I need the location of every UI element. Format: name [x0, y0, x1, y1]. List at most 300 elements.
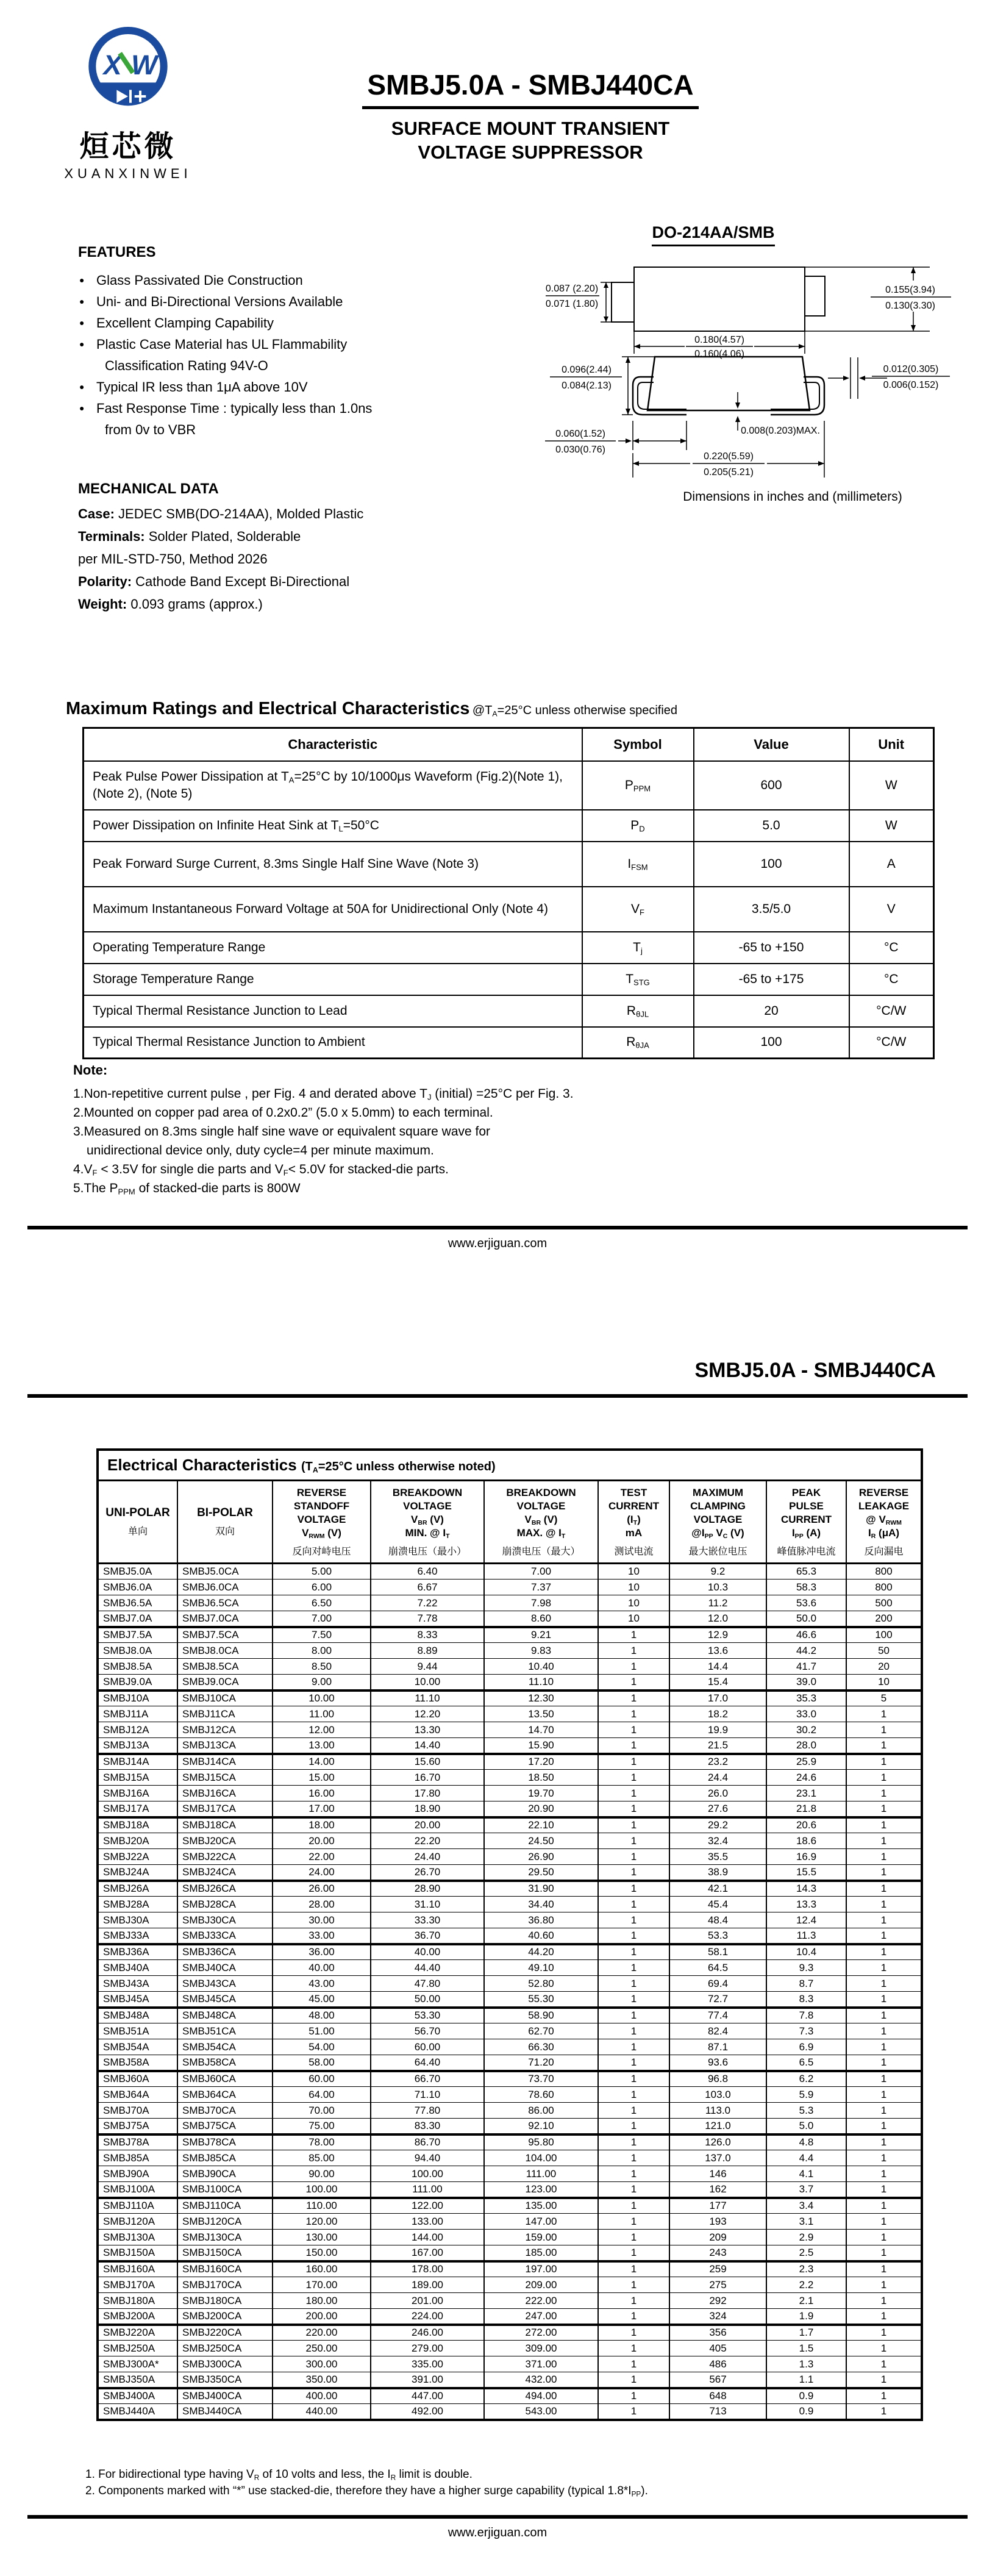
cell-vc: 77.4: [669, 2008, 766, 2023]
cell-vbr-max: 111.00: [484, 2166, 598, 2182]
cell-vrwm: 33.00: [273, 1928, 371, 1944]
cell-it: 1: [598, 1738, 669, 1754]
cell-ipp: 5.3: [766, 2103, 846, 2119]
part-row: [98, 2087, 922, 2103]
cell-vc: 259: [669, 2261, 766, 2277]
part-row: [98, 2055, 922, 2071]
cell-vbr-max: 11.10: [484, 1675, 598, 1690]
cell-uni-polar: SMBJ15A: [98, 1770, 177, 1786]
cell-it: 1: [598, 2245, 669, 2261]
cell-ir: 1: [846, 1722, 922, 1738]
cell-bi-polar: SMBJ110CA: [177, 2198, 273, 2214]
cell-vrwm: 18.00: [273, 1817, 371, 1833]
cell-vc: 12.9: [669, 1627, 766, 1643]
cell-it: 1: [598, 2341, 669, 2356]
cell-ir: 1: [846, 2182, 922, 2198]
cell-ipp: 1.1: [766, 2372, 846, 2388]
cell-bi-polar: SMBJ12CA: [177, 1722, 273, 1738]
cell-bi-polar: SMBJ8.0CA: [177, 1643, 273, 1659]
cell-vbr-max: 14.70: [484, 1722, 598, 1738]
cell-uni-polar: SMBJ110A: [98, 2198, 177, 2214]
feature-item: ● Excellent Clamping Capability: [78, 312, 444, 334]
cell-vbr-min: 111.00: [371, 2182, 484, 2198]
cell-vc: 10.3: [669, 1580, 766, 1595]
unit-cell: V: [849, 887, 934, 932]
cell-bi-polar: SMBJ43CA: [177, 1976, 273, 1992]
cell-vc: 9.2: [669, 1564, 766, 1580]
cell-bi-polar: SMBJ22CA: [177, 1849, 273, 1865]
note-item: unidirectional device only, duty cycle=4 per minute maximum.: [87, 1143, 434, 1157]
part-row: [98, 1611, 922, 1627]
cell-ir: 1: [846, 2277, 922, 2293]
symbol-cell: $R_{\theta JL}$: [582, 995, 694, 1027]
dim-tab-w-top: 0.087 (2.20): [545, 284, 599, 294]
cell-vbr-max: 147.00: [484, 2214, 598, 2230]
cell-bi-polar: SMBJ51CA: [177, 2023, 273, 2039]
cell-ir: 1: [846, 2245, 922, 2261]
cell-ir: 1: [846, 2150, 922, 2166]
cell-uni-polar: SMBJ160A: [98, 2261, 177, 2277]
cell-vrwm: 220.00: [273, 2325, 371, 2341]
part-row: [98, 2356, 922, 2372]
characteristic-cell: Maximum Instantaneous Forward Voltage at 50A for Unidirectional Only (Note 4): [84, 887, 582, 932]
cell-vbr-max: 197.00: [484, 2261, 598, 2277]
cell-ir: 1: [846, 1706, 922, 1722]
value-cell: 100: [694, 1027, 849, 1059]
cell-uni-polar: SMBJ180A: [98, 2293, 177, 2309]
cell-vbr-min: 122.00: [371, 2198, 484, 2214]
cell-vc: 27.6: [669, 1801, 766, 1817]
cell-bi-polar: SMBJ9.0CA: [177, 1675, 273, 1690]
cell-ipp: 39.0: [766, 1675, 846, 1690]
cell-vbr-max: 73.70: [484, 2071, 598, 2087]
cell-vrwm: 440.00: [273, 2404, 371, 2420]
cell-it: 1: [598, 1944, 669, 1960]
electrical-header-cell: BI-POLAR 双向: [177, 1481, 273, 1564]
ratings-row: [84, 810, 934, 842]
cell-vrwm: 300.00: [273, 2356, 371, 2372]
feature-item: ● Uni- and Bi-Directional Versions Available: [78, 291, 444, 312]
website-footer-2: www.erjiguan.com: [448, 2526, 547, 2539]
cell-vrwm: 150.00: [273, 2245, 371, 2261]
cell-vbr-min: 492.00: [371, 2404, 484, 2420]
characteristic-cell: Storage Temperature Range: [84, 964, 582, 995]
cell-vc: 32.4: [669, 1833, 766, 1849]
cell-it: 1: [598, 2356, 669, 2372]
cell-ipp: 3.1: [766, 2214, 846, 2230]
cell-uni-polar: SMBJ43A: [98, 1976, 177, 1992]
note-item: 2.Mounted on copper pad area of 0.2x0.2” (5.0 x 5.0mm) to each terminal.: [73, 1106, 493, 1120]
cell-vrwm: 170.00: [273, 2277, 371, 2293]
cell-vc: 103.0: [669, 2087, 766, 2103]
electrical-footnote: 1. For bidirectional type having $V_R$ of 10 volts and less, the $I_R$ limit is double.: [85, 2468, 473, 2482]
cell-vc: 121.0: [669, 2119, 766, 2134]
col-header-value: Value: [694, 728, 849, 761]
cell-vrwm: 36.00: [273, 1944, 371, 1960]
unit-cell: °C: [849, 964, 934, 995]
mechanical-heading: MECHANICAL DATA: [78, 481, 219, 497]
cell-vbr-min: 6.67: [371, 1580, 484, 1595]
cell-vrwm: 13.00: [273, 1738, 371, 1754]
cell-bi-polar: SMBJ7.5CA: [177, 1627, 273, 1643]
cell-ipp: 20.6: [766, 1817, 846, 1833]
cell-bi-polar: SMBJ6.0CA: [177, 1580, 273, 1595]
cell-uni-polar: SMBJ30A: [98, 1912, 177, 1928]
symbol-cell: $R_{\theta JA}$: [582, 1027, 694, 1059]
cell-it: 1: [598, 2277, 669, 2293]
cell-vrwm: 64.00: [273, 2087, 371, 2103]
cell-vbr-max: 309.00: [484, 2341, 598, 2356]
cell-vrwm: 200.00: [273, 2309, 371, 2325]
cell-it: 1: [598, 2404, 669, 2420]
cell-ipp: 9.3: [766, 1960, 846, 1976]
cell-vbr-min: 391.00: [371, 2372, 484, 2388]
cell-vrwm: 78.00: [273, 2134, 371, 2150]
part-row: [98, 2150, 922, 2166]
page2-header: SMBJ5.0A - SMBJ440CA: [694, 1359, 936, 1382]
cell-bi-polar: SMBJ5.0CA: [177, 1564, 273, 1580]
cell-it: 1: [598, 1770, 669, 1786]
cell-ipp: 13.3: [766, 1897, 846, 1912]
cell-vrwm: 85.00: [273, 2150, 371, 2166]
cell-ipp: 44.2: [766, 1643, 846, 1659]
cell-vrwm: 26.00: [273, 1881, 371, 1897]
cell-ir: 1: [846, 2372, 922, 2388]
cell-uni-polar: SMBJ7.0A: [98, 1611, 177, 1627]
cell-vbr-min: 447.00: [371, 2388, 484, 2404]
cell-ipp: 53.6: [766, 1595, 846, 1611]
cell-vc: 405: [669, 2341, 766, 2356]
ratings-heading-text: Maximum Ratings and Electrical Characteristics: [66, 699, 470, 718]
feature-item: ● Glass Passivated Die Construction: [78, 270, 444, 291]
cell-bi-polar: SMBJ17CA: [177, 1801, 273, 1817]
part-row: [98, 1659, 922, 1675]
cell-bi-polar: SMBJ78CA: [177, 2134, 273, 2150]
cell-uni-polar: SMBJ60A: [98, 2071, 177, 2087]
cell-ir: 1: [846, 1960, 922, 1976]
cell-uni-polar: SMBJ75A: [98, 2119, 177, 2134]
cell-vrwm: 28.00: [273, 1897, 371, 1912]
dim-overall-top: 0.220(5.59): [704, 451, 754, 462]
cell-vbr-min: 71.10: [371, 2087, 484, 2103]
cell-vbr-max: 26.90: [484, 1849, 598, 1865]
cell-bi-polar: SMBJ11CA: [177, 1706, 273, 1722]
part-row: [98, 2372, 922, 2388]
cell-ir: 1: [846, 1770, 922, 1786]
cell-vrwm: 180.00: [273, 2293, 371, 2309]
cell-bi-polar: SMBJ170CA: [177, 2277, 273, 2293]
mechanical-line: Weight: 0.093 grams (approx.): [78, 596, 263, 612]
cell-ir: 100: [846, 1627, 922, 1643]
cell-vbr-max: 24.50: [484, 1833, 598, 1849]
characteristic-cell: Peak Forward Surge Current, 8.3ms Single Half Sine Wave (Note 3): [84, 842, 582, 887]
cell-bi-polar: SMBJ54CA: [177, 2039, 273, 2055]
part-row: [98, 2023, 922, 2039]
cell-vbr-min: 31.10: [371, 1897, 484, 1912]
cell-it: 1: [598, 2309, 669, 2325]
cell-ipp: 3.7: [766, 2182, 846, 2198]
cell-ipp: 8.3: [766, 1992, 846, 2008]
cell-vbr-min: 16.70: [371, 1770, 484, 1786]
cell-it: 1: [598, 2166, 669, 2182]
cell-vrwm: 100.00: [273, 2182, 371, 2198]
cell-vrwm: 8.00: [273, 1643, 371, 1659]
doc-subtitle: [317, 116, 744, 164]
part-row: [98, 1881, 922, 1897]
cell-uni-polar: SMBJ6.0A: [98, 1580, 177, 1595]
cell-vbr-max: 9.21: [484, 1627, 598, 1643]
cell-ir: 1: [846, 2293, 922, 2309]
cell-vbr-min: 47.80: [371, 1976, 484, 1992]
cell-bi-polar: SMBJ60CA: [177, 2071, 273, 2087]
bullet-icon: ●: [79, 318, 85, 327]
unit-cell: °C: [849, 932, 934, 964]
cell-vbr-max: 15.90: [484, 1738, 598, 1754]
note-item: 5.The $P_{PPM}$ of stacked-die parts is 800W: [73, 1181, 301, 1197]
cell-vbr-max: 49.10: [484, 1960, 598, 1976]
cell-vbr-max: 543.00: [484, 2404, 598, 2420]
cell-vrwm: 6.50: [273, 1595, 371, 1611]
cell-ipp: 12.4: [766, 1912, 846, 1928]
cell-vbr-max: 9.83: [484, 1643, 598, 1659]
cell-vc: 15.4: [669, 1675, 766, 1690]
cell-vc: 64.5: [669, 1960, 766, 1976]
part-row: [98, 1912, 922, 1928]
cell-uni-polar: SMBJ40A: [98, 1960, 177, 1976]
part-row: [98, 1960, 922, 1976]
ratings-row: [84, 887, 934, 932]
part-row: [98, 1833, 922, 1849]
part-row: [98, 2230, 922, 2245]
cell-it: 1: [598, 1912, 669, 1928]
cell-vc: 21.5: [669, 1738, 766, 1754]
doc-title: SMBJ5.0A - SMBJ440CA: [362, 68, 698, 109]
cell-vbr-min: 77.80: [371, 2103, 484, 2119]
characteristic-cell: Typical Thermal Resistance Junction to Ambient: [84, 1027, 582, 1059]
cell-ipp: 2.2: [766, 2277, 846, 2293]
cell-uni-polar: SMBJ150A: [98, 2245, 177, 2261]
value-cell: 5.0: [694, 810, 849, 842]
cell-uni-polar: SMBJ250A: [98, 2341, 177, 2356]
ratings-row: [84, 842, 934, 887]
dim-body-w-bot: 0.160(4.06): [694, 349, 744, 359]
cell-vrwm: 11.00: [273, 1706, 371, 1722]
cell-bi-polar: SMBJ100CA: [177, 2182, 273, 2198]
ratings-row: [84, 995, 934, 1027]
cell-ipp: 1.9: [766, 2309, 846, 2325]
cell-ir: 1: [846, 1881, 922, 1897]
part-row: [98, 1976, 922, 1992]
notes-heading: Note:: [73, 1062, 108, 1078]
cell-vbr-min: 22.20: [371, 1833, 484, 1849]
dim-tab-w-bot: 0.071 (1.80): [545, 299, 599, 309]
cell-vrwm: 400.00: [273, 2388, 371, 2404]
brand-name-en: XUANXINWEI: [64, 166, 192, 181]
cell-ir: 5: [846, 1690, 922, 1706]
cell-uni-polar: SMBJ36A: [98, 1944, 177, 1960]
cell-vbr-min: 26.70: [371, 1865, 484, 1881]
cell-vrwm: 250.00: [273, 2341, 371, 2356]
cell-uni-polar: SMBJ170A: [98, 2277, 177, 2293]
cell-vbr-max: 8.60: [484, 1611, 598, 1627]
cell-ipp: 6.9: [766, 2039, 846, 2055]
cell-ir: 1: [846, 2071, 922, 2087]
cell-bi-polar: SMBJ45CA: [177, 1992, 273, 2008]
cell-vc: 23.2: [669, 1754, 766, 1770]
cell-uni-polar: SMBJ14A: [98, 1754, 177, 1770]
part-row: [98, 1865, 922, 1881]
cell-vc: 82.4: [669, 2023, 766, 2039]
cell-vbr-min: 144.00: [371, 2230, 484, 2245]
cell-vbr-max: 209.00: [484, 2277, 598, 2293]
feature-item: ● Fast Response Time : typically less than 1.0ns: [78, 398, 444, 419]
characteristic-cell: Typical Thermal Resistance Junction to Lead: [84, 995, 582, 1027]
col-header-symbol: Symbol: [582, 728, 694, 761]
mech-label: Case:: [78, 506, 115, 521]
cell-ir: 1: [846, 1738, 922, 1754]
electrical-header-cell: MAXIMUM CLAMPING VOLTAGE $@I_{PP}$ $V_C$ (V) 最大嵌位电压: [669, 1481, 766, 1564]
cell-it: 1: [598, 2261, 669, 2277]
cell-uni-polar: SMBJ12A: [98, 1722, 177, 1738]
cell-vbr-min: 86.70: [371, 2134, 484, 2150]
value-cell: 3.5/5.0: [694, 887, 849, 932]
cell-vc: 12.0: [669, 1611, 766, 1627]
cell-uni-polar: SMBJ16A: [98, 1786, 177, 1801]
cell-uni-polar: SMBJ26A: [98, 1881, 177, 1897]
cell-vc: 26.0: [669, 1786, 766, 1801]
dim-side-h-top: 0.096(2.44): [562, 365, 612, 375]
note-item: 1.Non-repetitive current pulse , per Fig. 4 and derated above $T_J$ (initial) =25°C per Fig. 3.: [73, 1087, 574, 1102]
cell-ir: 1: [846, 2055, 922, 2071]
cell-ipp: 0.9: [766, 2404, 846, 2420]
feature-item: Classification Rating 94V-O: [105, 358, 268, 373]
cell-ir: 200: [846, 1611, 922, 1627]
electrical-header-row: [98, 1481, 922, 1564]
dim-standoff: 0.008(0.203)MAX.: [741, 426, 820, 436]
cell-bi-polar: SMBJ220CA: [177, 2325, 273, 2341]
cell-vbr-max: 29.50: [484, 1865, 598, 1881]
part-row: [98, 1817, 922, 1833]
cell-ipp: 1.5: [766, 2341, 846, 2356]
cell-vbr-max: 44.20: [484, 1944, 598, 1960]
cell-vbr-min: 20.00: [371, 1817, 484, 1833]
cell-it: 1: [598, 2071, 669, 2087]
cell-vrwm: 350.00: [273, 2372, 371, 2388]
cell-ipp: 30.2: [766, 1722, 846, 1738]
bullet-icon: ●: [79, 403, 85, 413]
bullet-icon: ●: [79, 339, 85, 349]
cell-vrwm: 8.50: [273, 1659, 371, 1675]
cell-ir: 1: [846, 1849, 922, 1865]
cell-ir: 1: [846, 2103, 922, 2119]
cell-ipp: 2.5: [766, 2245, 846, 2261]
part-row: [98, 1722, 922, 1738]
cell-bi-polar: SMBJ7.0CA: [177, 1611, 273, 1627]
cell-bi-polar: SMBJ30CA: [177, 1912, 273, 1928]
cell-it: 1: [598, 1817, 669, 1833]
cell-ipp: 11.3: [766, 1928, 846, 1944]
bullet-icon: ●: [79, 275, 85, 285]
svg-text:W: W: [131, 49, 158, 80]
cell-ipp: 41.7: [766, 1659, 846, 1675]
characteristic-cell: Power Dissipation on Infinite Heat Sink at $T_L=50^\circ C$: [84, 810, 582, 842]
cell-vrwm: 120.00: [273, 2214, 371, 2230]
cell-ir: 1: [846, 2341, 922, 2356]
value-cell: 20: [694, 995, 849, 1027]
part-row: [98, 1944, 922, 1960]
cell-ipp: 6.2: [766, 2071, 846, 2087]
cell-vbr-min: 94.40: [371, 2150, 484, 2166]
part-row: [98, 2341, 922, 2356]
cell-vbr-min: 28.90: [371, 1881, 484, 1897]
cell-vbr-max: 95.80: [484, 2134, 598, 2150]
cell-vbr-max: 31.90: [484, 1881, 598, 1897]
part-row: [98, 2039, 922, 2055]
cell-vrwm: 48.00: [273, 2008, 371, 2023]
part-row: [98, 2245, 922, 2261]
cell-vbr-min: 56.70: [371, 2023, 484, 2039]
cell-vbr-min: 189.00: [371, 2277, 484, 2293]
cell-vrwm: 40.00: [273, 1960, 371, 1976]
cell-ir: 1: [846, 2261, 922, 2277]
cell-it: 1: [598, 2388, 669, 2404]
mechanical-line: Terminals: Solder Plated, Solderable: [78, 529, 301, 544]
part-row: [98, 1580, 922, 1595]
cell-it: 1: [598, 1849, 669, 1865]
cell-uni-polar: SMBJ400A: [98, 2388, 177, 2404]
cell-uni-polar: SMBJ300A*: [98, 2356, 177, 2372]
cell-ir: 1: [846, 2119, 922, 2134]
cell-vrwm: 15.00: [273, 1770, 371, 1786]
cell-bi-polar: SMBJ33CA: [177, 1928, 273, 1944]
part-row: [98, 1754, 922, 1770]
mechanical-line: Case: JEDEC SMB(DO-214AA), Molded Plastic: [78, 506, 364, 521]
part-row: [98, 2198, 922, 2214]
cell-vbr-min: 44.40: [371, 1960, 484, 1976]
cell-vrwm: 9.00: [273, 1675, 371, 1690]
cell-uni-polar: SMBJ33A: [98, 1928, 177, 1944]
part-row: [98, 1801, 922, 1817]
cell-bi-polar: SMBJ75CA: [177, 2119, 273, 2134]
part-row: [98, 2166, 922, 2182]
cell-bi-polar: SMBJ13CA: [177, 1738, 273, 1754]
dim-overall-bot: 0.205(5.21): [704, 467, 754, 478]
cell-vbr-max: 78.60: [484, 2087, 598, 2103]
value-cell: 600: [694, 761, 849, 810]
cell-vbr-min: 178.00: [371, 2261, 484, 2277]
cell-vc: 96.8: [669, 2071, 766, 2087]
cell-vbr-max: 104.00: [484, 2150, 598, 2166]
cell-ir: 1: [846, 2134, 922, 2150]
cell-vbr-max: 19.70: [484, 1786, 598, 1801]
cell-vbr-min: 24.40: [371, 1849, 484, 1865]
mechanical-section: [78, 481, 444, 615]
dim-side-h-bot: 0.084(2.13): [562, 381, 612, 391]
unit-cell: °C/W: [849, 995, 934, 1027]
cell-ir: 800: [846, 1564, 922, 1580]
value-cell: -65 to +175: [694, 964, 849, 995]
cell-uni-polar: SMBJ10A: [98, 1690, 177, 1706]
cell-ir: 20: [846, 1659, 922, 1675]
cell-vbr-min: 15.60: [371, 1754, 484, 1770]
cell-it: 1: [598, 2293, 669, 2309]
cell-vbr-min: 53.30: [371, 2008, 484, 2023]
cell-ipp: 24.6: [766, 1770, 846, 1786]
col-header-characteristic: Characteristic: [84, 728, 582, 761]
cell-it: 10: [598, 1580, 669, 1595]
cell-vc: 24.4: [669, 1770, 766, 1786]
cell-vbr-max: 13.50: [484, 1706, 598, 1722]
